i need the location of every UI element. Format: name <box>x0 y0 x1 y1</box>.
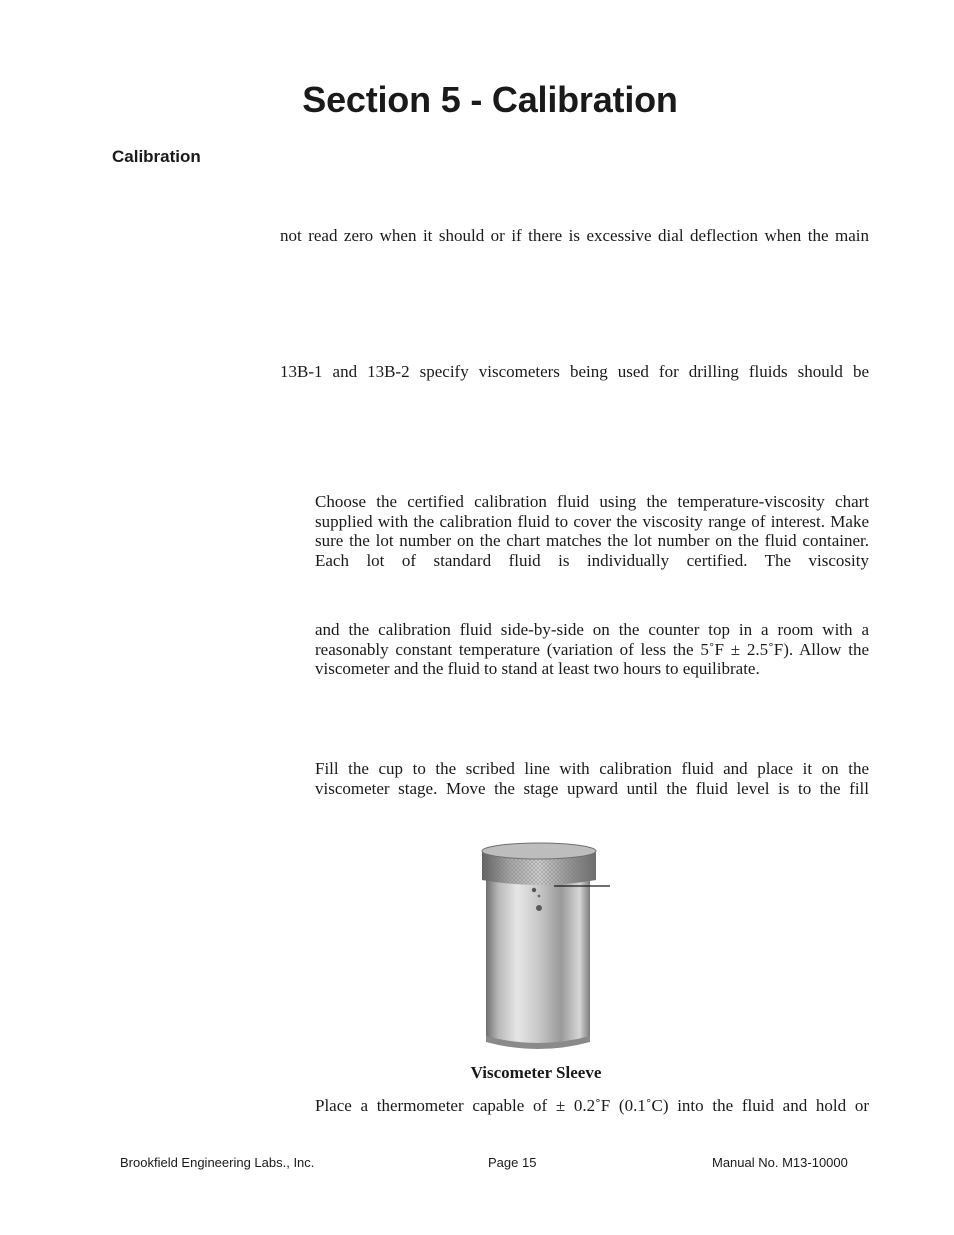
viscometer-sleeve-photo <box>476 838 616 1058</box>
footer-page-number: Page 15 <box>488 1155 537 1170</box>
paragraph-4: and the calibration fluid side-by-side on the counter top in a room with a reasonably constant temperature (variation of less the 5˚F ± 2.5˚F). Allow the viscometer and the fluid to stand at least two hours to equilibrate. <box>315 620 869 679</box>
paragraph-2: 13B-1 and 13B-2 specify viscometers being used for drilling fluids should be <box>280 362 869 381</box>
paragraph-5: Fill the cup to the scribed line with calibration fluid and place it on the viscometer stage. Move the stage upward until the fluid level is to the fill <box>315 759 869 798</box>
paragraph-3: Choose the certified calibration fluid using the temperature-viscosity chart supplied with the calibration fluid to cover the viscosity range of interest. Make sure the lot number on the chart matches the lot number on the fluid container. Each lot of standard fluid is individually certified. The viscosity <box>315 492 869 570</box>
page-title: Section 5 - Calibration <box>302 79 678 120</box>
paragraph-1: not read zero when it should or if there is excessive dial deflection when the main <box>280 226 869 245</box>
figure-caption: Viscometer Sleeve <box>470 1063 602 1082</box>
paragraph-6: Place a thermometer capable of ± 0.2˚F (0.1˚C) into the fluid and hold or <box>315 1096 869 1115</box>
footer-company: Brookfield Engineering Labs., Inc. <box>120 1155 315 1170</box>
viscometer-sleeve-icon <box>476 838 616 1058</box>
footer-manual-number: Manual No. M13-10000 <box>712 1155 848 1170</box>
section-heading: Calibration <box>112 147 201 166</box>
